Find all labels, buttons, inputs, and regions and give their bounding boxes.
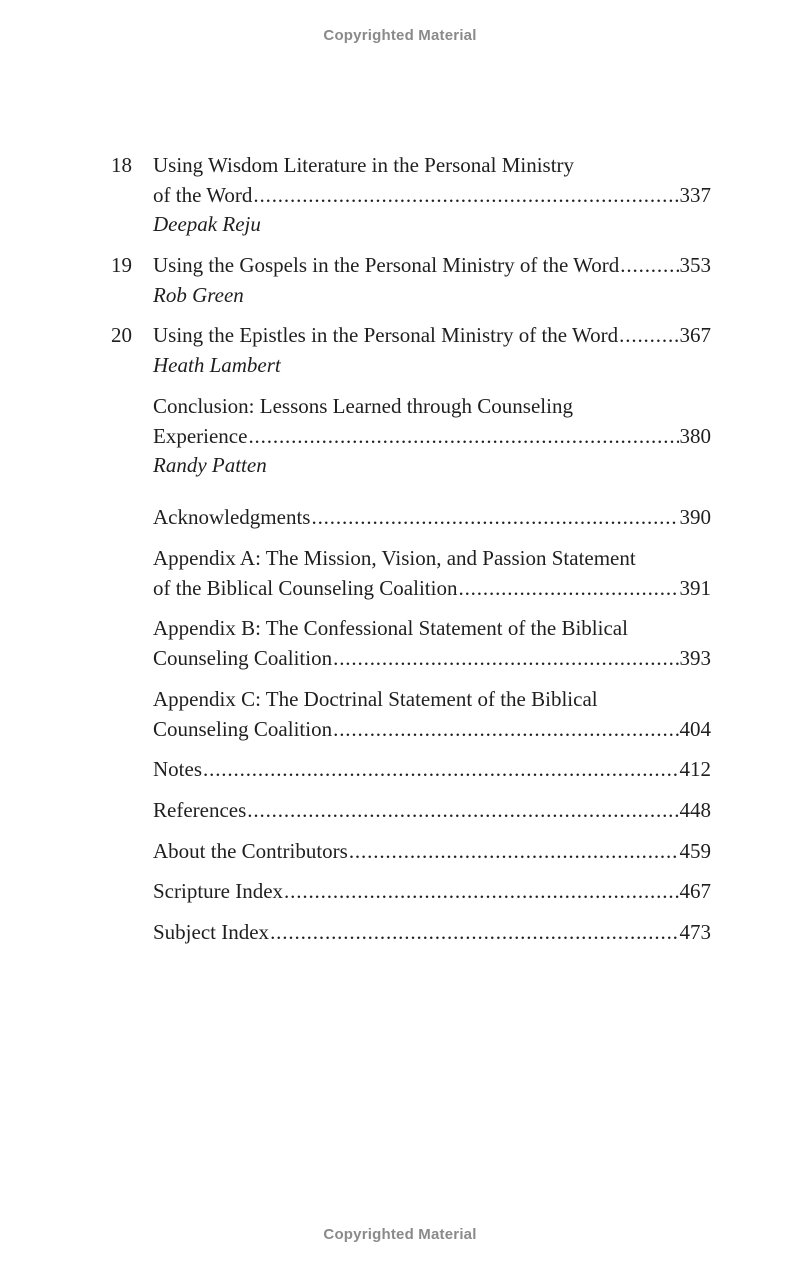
section-title: Scripture Index [153, 879, 284, 903]
dot-leader [247, 796, 678, 826]
page-number: 448 [679, 798, 711, 822]
dot-leader [248, 422, 678, 452]
section-author: Randy Patten [153, 453, 267, 477]
section-title-line2: Experience [153, 423, 248, 448]
section-title-line1: Appendix B: The Confessional Statement of the Biblical [153, 616, 628, 640]
dot-leader [203, 755, 679, 785]
section-title-line1: Conclusion: Lessons Learned through Counseling [153, 394, 573, 418]
dot-leader [349, 837, 679, 867]
dot-leader [458, 574, 678, 604]
dot-leader [253, 181, 678, 211]
dot-leader [333, 644, 678, 674]
section-title-line1: Appendix A: The Mission, Vision, and Passion Statement [153, 546, 636, 570]
section-title: About the Contributors [153, 839, 348, 863]
section-title: Subject Index [153, 920, 270, 944]
chapter-author: Rob Green [153, 282, 244, 307]
page-number: 393 [679, 645, 711, 670]
page-number: 404 [679, 716, 711, 741]
copyright-watermark-bottom: Copyrighted Material [323, 1226, 477, 1243]
chapter-author: Deepak Reju [153, 212, 261, 236]
dot-leader [284, 877, 678, 907]
chapter-title-line1: Using Wisdom Literature in the Personal Ministry [153, 153, 575, 177]
chapter-author: Heath Lambert [153, 352, 281, 377]
dot-leader [619, 321, 678, 351]
chapter-title-line2: of the Word [153, 182, 253, 207]
page-number: 473 [679, 920, 711, 944]
page-number: 412 [679, 757, 711, 781]
dot-leader [311, 503, 678, 533]
page-number: 467 [679, 879, 711, 903]
page-number: 337 [679, 182, 711, 207]
dot-leader [270, 918, 678, 948]
dot-leader [333, 715, 678, 745]
section-title-line2: of the Biblical Counseling Coalition [153, 575, 458, 600]
section-title: Notes [153, 757, 202, 781]
page-number: 459 [679, 839, 711, 863]
chapter-title: Using the Gospels in the Personal Ministry of the Word [153, 253, 620, 277]
section-title-line1: Appendix C: The Doctrinal Statement of the Biblical [153, 687, 598, 711]
section-title: Acknowledgments [153, 505, 311, 529]
page-number: 380 [679, 423, 711, 448]
chapter-title: Using the Epistles in the Personal Ministry of the Word [153, 323, 619, 347]
section-title-line2: Counseling Coalition [153, 716, 333, 741]
section-title: References [153, 798, 247, 822]
page-number: 353 [679, 253, 711, 277]
copyright-watermark-top: Copyrighted Material [323, 27, 477, 44]
dot-leader [620, 251, 678, 281]
page-number: 391 [679, 575, 711, 600]
section-title-line2: Counseling Coalition [153, 645, 333, 670]
page-number: 367 [679, 323, 711, 347]
chapter-number: 20 [111, 323, 132, 347]
chapter-number: 18 [111, 153, 132, 177]
chapter-number: 19 [111, 253, 132, 277]
page-number: 390 [679, 505, 711, 529]
